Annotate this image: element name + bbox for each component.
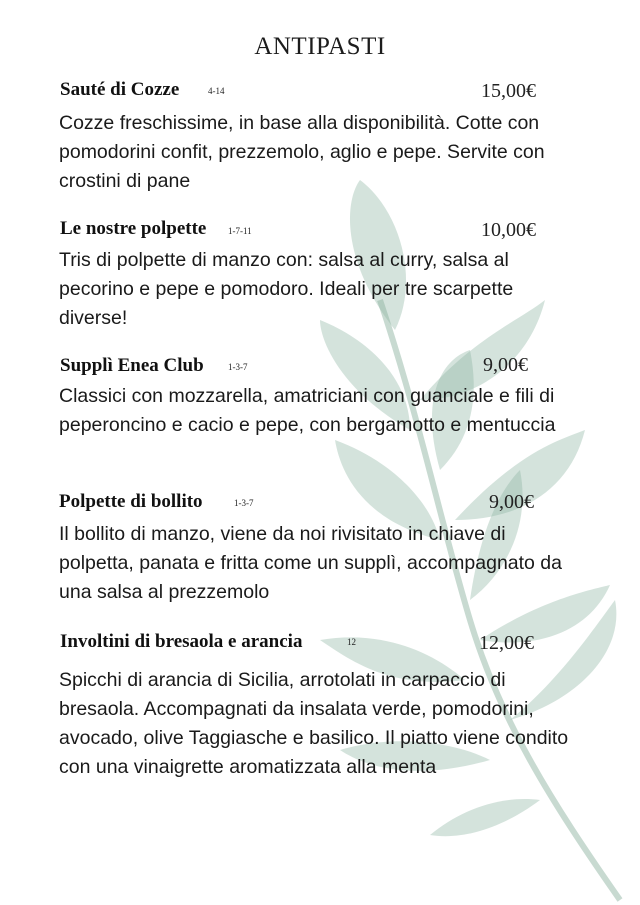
item-description: Tris di polpette di manzo con: salsa al curry, salsa al pecorino e pepe e pomodoro. Ideali per tre scarpette diverse! — [59, 249, 514, 329]
item-description: Classici con mozzarella, amatriciani con guanciale e fili di peperoncino e cacio e pepe, con bergamotto e mentuccia — [59, 385, 556, 436]
item-name: Supplì Enea Club — [60, 355, 204, 376]
item-allergens: 12 — [347, 637, 356, 647]
item-allergens: 1-3-7 — [228, 362, 248, 372]
item-price: 15,00€ — [481, 80, 536, 102]
item-allergens: 4-14 — [208, 86, 225, 96]
item-allergens: 1-3-7 — [234, 498, 254, 508]
item-price: 12,00€ — [479, 632, 534, 654]
item-description: Il bollito di manzo, viene da noi rivisitato in chiave di polpetta, panata e fritta come un supplì, accompagnato da una salsa al prezzemolo — [59, 523, 563, 603]
item-description: Cozze freschissime, in base alla disponibilità. Cotte con pomodorini confit, prezzemolo, aglio e pepe. Servite con crostini di pane — [59, 112, 545, 192]
item-name: Involtini di bresaola e arancia — [60, 631, 303, 652]
section-title: ANTIPASTI — [254, 33, 386, 60]
item-name: Le nostre polpette — [60, 218, 207, 239]
item-price: 9,00€ — [489, 491, 534, 513]
item-description: Spicchi di arancia di Sicilia, arrotolati in carpaccio di bresaola. Accompagnati da insalata verde, pomodorini, avocado, olive Taggiasche e basilico. Il piatto viene condito con una vinaigrette aromatizzata alla menta — [59, 669, 569, 778]
item-name: Sauté di Cozze — [60, 79, 180, 100]
item-price: 10,00€ — [481, 219, 536, 241]
item-allergens: 1-7-11 — [228, 226, 252, 236]
item-name: Polpette di bollito — [59, 491, 203, 512]
item-price: 9,00€ — [483, 354, 528, 376]
